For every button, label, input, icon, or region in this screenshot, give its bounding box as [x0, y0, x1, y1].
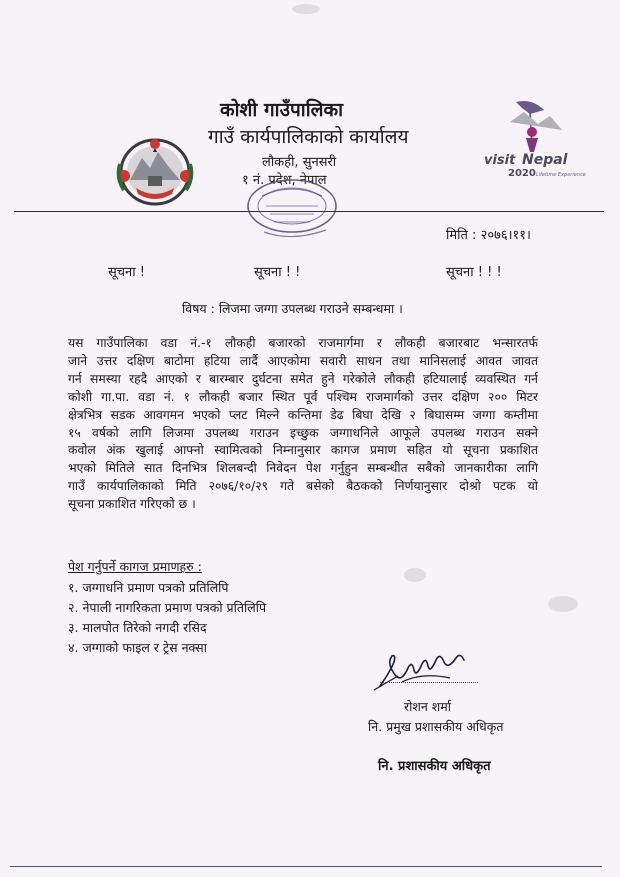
visit-nepal-logo-icon — [476, 100, 586, 186]
org-name: कोशी गाउँपालिका — [220, 99, 344, 121]
list-item: ४. जग्गाको फाइल र ट्रेस नक्सा — [68, 640, 207, 655]
office-name: गाउँ कार्यपालिकाको कार्यालय — [208, 126, 409, 148]
list-item: १. जग्गाधनि प्रमाण पत्रको प्रतिलिपि — [68, 580, 229, 595]
body-line: गाउँ कार्यपालिकाको मिति २०७६/१०/२९ गते बसेको बैठकको निर्णयानुसार दोश्रो पटक यो — [68, 479, 538, 494]
body-line: क्षेत्रभित्र सडक आवगमन भएको प्लट मिल्ने कन्तिमा डेढ बिघा देखि २ बिघासम्म जग्गा कम्तीमा — [68, 407, 538, 422]
notice-body — [68, 335, 538, 514]
body-line: जाने उत्तर दक्षिण बाटोमा हटिया लार्दै आएकोमा सवारी साधन तथा मानिसलाई आवत जावत — [68, 353, 538, 368]
documents-heading: पेश गर्नुपर्ने कागज प्रमाणहरु : — [68, 559, 202, 574]
footer-divider — [10, 866, 602, 867]
body-line: सूचना प्रकाशित गरिएको छ । — [68, 497, 196, 512]
designation-stamp: नि. प्रशासकीय अधिकृत — [378, 759, 491, 774]
list-item: ३. मालपोत तिरेको नगदी रसिद — [68, 620, 207, 635]
logo-visit-text: visit — [484, 153, 516, 168]
signature-dotted-line — [380, 682, 478, 683]
signer-title: नि. प्रमुख प्रशासकीय अधिकृत — [368, 719, 504, 734]
nepal-emblem-icon — [114, 128, 196, 210]
issue-date: मिति : २०७६।११। — [446, 228, 531, 243]
signature-icon — [372, 642, 468, 694]
header-divider — [14, 211, 604, 212]
address-line-district: लौकही, सुनसरी — [262, 155, 337, 170]
list-item: २. नेपाली नागरिकता प्रमाण पत्रको प्रतिलिपि — [68, 600, 267, 615]
paper-smudge — [404, 568, 426, 582]
paper-smudge — [292, 4, 320, 14]
address-line-province: १ नं. प्रदेश, नेपाल — [242, 173, 327, 188]
documents-list — [68, 578, 266, 658]
signer-name: रोशन शर्मा — [404, 699, 451, 714]
notice-label-1: सूचना ! — [108, 265, 145, 280]
body-line: १५ वर्षको लागि लिजमा उपलब्ध गराउन इच्छुक जग्गाधनिले आफूले उपलब्ध गराउन सक्ने — [68, 425, 538, 440]
body-line: भएको मितिले सात दिनभित्र शिलबन्दी निवेदन पेश गर्नुहुन सम्बन्धीत सबैको जानकारीका लागि — [68, 461, 538, 476]
body-line: गर्न समस्या रहदै आएको र बारम्बार दुर्घटना समेत हुने गरेकोले लौकही हटियालाई व्यवस्थित गर्न — [68, 371, 538, 386]
body-line: कोशी गा.पा. वडा नं. १ लौकही बजार स्थित पूर्व पश्चिम राजमार्गको उत्तर दक्षिण २०० मिटर — [68, 389, 538, 404]
logo-nepal-text: Nepal — [522, 152, 568, 168]
office-stamp-icon — [244, 176, 340, 242]
logo-year-text: 2020 — [508, 168, 536, 179]
notice-label-2: सूचना ! ! — [254, 265, 301, 280]
notice-label-3: सूचना ! ! ! — [446, 265, 502, 280]
paper-smudge — [548, 596, 578, 612]
body-line: कवोल अंक खुलाई आफ्नो स्वामित्वको निम्नानुसार कागज प्रमाण सहित यो सूचना प्रकाशित — [68, 443, 538, 458]
subject-line: विषय : लिजमा जग्गा उपलब्ध गराउने सम्बन्धमा । — [182, 301, 403, 316]
body-line: यस गाउँपालिका वडा नं.-१ लौकही बजारको राजमार्गमा र लौकही बजारबाट भन्सारतर्फ — [68, 336, 538, 350]
logo-tagline-text: Lifetime Experiences — [536, 172, 586, 178]
